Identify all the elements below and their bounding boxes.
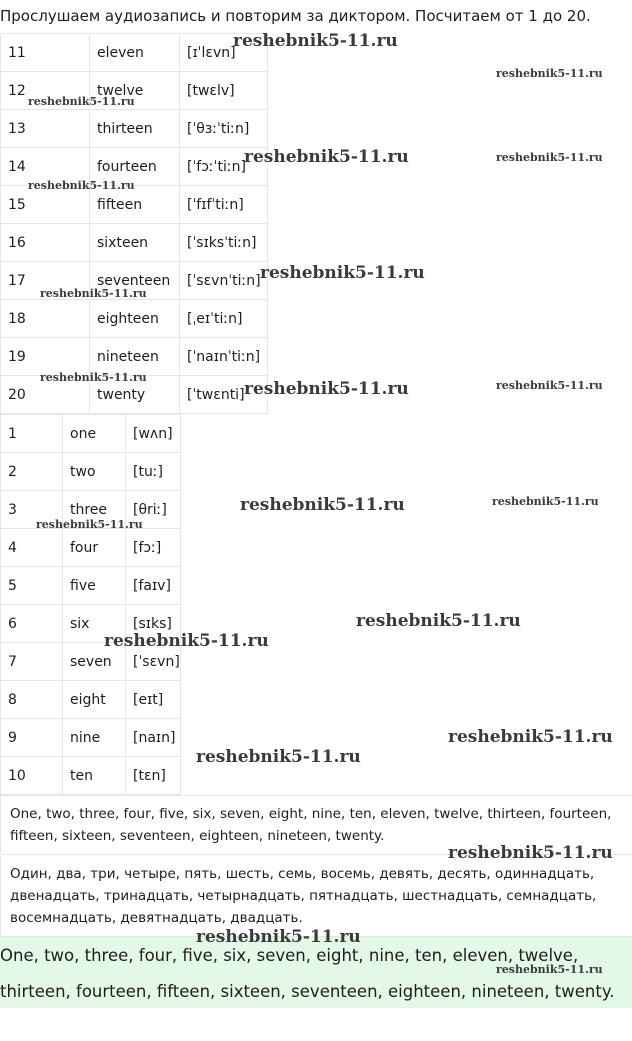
word-cell: ten bbox=[63, 757, 126, 795]
ones-table bbox=[0, 414, 181, 795]
transcription-cell: [θriː] bbox=[126, 491, 181, 529]
number-cell: 11 bbox=[1, 34, 90, 72]
table-row bbox=[1, 605, 181, 643]
number-cell: 12 bbox=[1, 72, 90, 110]
table-row bbox=[1, 415, 181, 453]
watermark: reshebnik5-11.ru bbox=[240, 495, 405, 515]
transcription-cell: [ˈnaɪnˈtiːn] bbox=[180, 338, 268, 376]
table-row bbox=[1, 643, 181, 681]
table-row bbox=[1, 567, 181, 605]
transcription-cell: [wʌn] bbox=[126, 415, 181, 453]
watermark: reshebnik5-11.ru bbox=[356, 611, 521, 631]
watermark: reshebnik5-11.ru bbox=[196, 747, 361, 767]
watermark: reshebnik5-11.ru bbox=[448, 727, 613, 747]
word-cell: eleven bbox=[90, 34, 180, 72]
table-row bbox=[1, 262, 268, 300]
watermark: reshebnik5-11.ru bbox=[40, 287, 147, 300]
word-cell: twenty bbox=[90, 376, 180, 414]
answer-text: One, two, three, four, five, six, seven, eight, nine, ten, eleven, twelve, thirteen, fourteen, fifteen, sixteen, seventeen, eighteen, nineteen, twenty. bbox=[0, 946, 615, 1001]
number-cell: 19 bbox=[1, 338, 90, 376]
watermark: reshebnik5-11.ru bbox=[28, 95, 135, 108]
transcription-cell: [ˈfɔːˈtiːn] bbox=[180, 148, 268, 186]
word-cell: three bbox=[63, 491, 126, 529]
watermark: reshebnik5-11.ru bbox=[496, 963, 603, 976]
watermark: reshebnik5-11.ru bbox=[40, 371, 147, 384]
table-row bbox=[1, 529, 181, 567]
table-row bbox=[1, 300, 268, 338]
watermark: reshebnik5-11.ru bbox=[28, 179, 135, 192]
teens-table bbox=[0, 33, 268, 414]
transcription-cell: [tuː] bbox=[126, 453, 181, 491]
word-cell: nineteen bbox=[90, 338, 180, 376]
transcription-cell: [faɪv] bbox=[126, 567, 181, 605]
word-cell: nine bbox=[63, 719, 126, 757]
watermark: reshebnik5-11.ru bbox=[496, 379, 603, 392]
transcription-cell: [ˌeɪˈtiːn] bbox=[180, 300, 268, 338]
watermark: reshebnik5-11.ru bbox=[244, 379, 409, 399]
table-row bbox=[1, 110, 268, 148]
transcription-cell: [ˈsɪksˈtiːn] bbox=[180, 224, 268, 262]
transcription-cell: [tɛn] bbox=[126, 757, 181, 795]
word-cell: four bbox=[63, 529, 126, 567]
transcription-cell: [fɔː] bbox=[126, 529, 181, 567]
word-cell: one bbox=[63, 415, 126, 453]
number-cell: 3 bbox=[1, 491, 63, 529]
number-cell: 6 bbox=[1, 605, 63, 643]
table-row bbox=[1, 453, 181, 491]
watermark: reshebnik5-11.ru bbox=[448, 843, 613, 863]
watermark: reshebnik5-11.ru bbox=[244, 147, 409, 167]
table-row bbox=[1, 186, 268, 224]
table-row bbox=[1, 72, 268, 110]
table-row bbox=[1, 34, 268, 72]
transcription-cell: [ˈfɪfˈtiːn] bbox=[180, 186, 268, 224]
watermark: reshebnik5-11.ru bbox=[104, 631, 269, 651]
number-cell: 16 bbox=[1, 224, 90, 262]
transcription-cell: [ˈθɜːˈtiːn] bbox=[180, 110, 268, 148]
number-cell: 4 bbox=[1, 529, 63, 567]
word-cell: thirteen bbox=[90, 110, 180, 148]
table-row bbox=[1, 719, 181, 757]
table-row bbox=[1, 148, 268, 186]
watermark: reshebnik5-11.ru bbox=[233, 31, 398, 51]
watermark: reshebnik5-11.ru bbox=[492, 495, 599, 508]
number-cell: 1 bbox=[1, 415, 63, 453]
number-cell: 8 bbox=[1, 681, 63, 719]
number-cell: 2 bbox=[1, 453, 63, 491]
transcription-cell: [ˈtwɛnti] bbox=[180, 376, 268, 414]
word-cell: twelve bbox=[90, 72, 180, 110]
word-cell: sixteen bbox=[90, 224, 180, 262]
watermark: reshebnik5-11.ru bbox=[196, 927, 361, 947]
word-cell: eight bbox=[63, 681, 126, 719]
english-sequence: One, two, three, four, five, six, seven, eight, nine, ten, eleven, twelve, thirteen, fourteen, fifteen, sixteen, seventeen, eighteen, nineteen, twenty. bbox=[0, 795, 632, 855]
number-cell: 9 bbox=[1, 719, 63, 757]
table-row bbox=[1, 491, 181, 529]
number-cell: 5 bbox=[1, 567, 63, 605]
transcription-cell: [naɪn] bbox=[126, 719, 181, 757]
watermark: reshebnik5-11.ru bbox=[496, 151, 603, 164]
word-cell: five bbox=[63, 567, 126, 605]
watermark: reshebnik5-11.ru bbox=[36, 518, 143, 531]
word-cell: seventeen bbox=[90, 262, 180, 300]
word-cell: eighteen bbox=[90, 300, 180, 338]
number-cell: 20 bbox=[1, 376, 90, 414]
table-row bbox=[1, 376, 268, 414]
number-cell: 10 bbox=[1, 757, 63, 795]
transcription-cell: [sɪks] bbox=[126, 605, 181, 643]
transcription-cell: [ˈsɛvn] bbox=[126, 643, 181, 681]
russian-sequence: Один, два, три, четыре, пять, шесть, семь, восемь, девять, десять, одиннадцать, двенадцать, тринадцать, четырнадцать, пятнадцать, шестнадцать, семнадцать, восемнадцать, девятнадцать, двадцать. bbox=[0, 856, 632, 937]
instruction-text: Прослушаем аудиозапись и повторим за диктором. Посчитаем от 1 до 20. bbox=[0, 7, 591, 25]
number-cell: 15 bbox=[1, 186, 90, 224]
table-row bbox=[1, 681, 181, 719]
number-cell: 7 bbox=[1, 643, 63, 681]
word-cell: seven bbox=[63, 643, 126, 681]
transcription-cell: [eɪt] bbox=[126, 681, 181, 719]
transcription-cell: [ˈsɛvnˈtiːn] bbox=[180, 262, 268, 300]
number-cell: 18 bbox=[1, 300, 90, 338]
number-cell: 17 bbox=[1, 262, 90, 300]
table-row bbox=[1, 338, 268, 376]
word-cell: six bbox=[63, 605, 126, 643]
answer-block bbox=[0, 937, 632, 1008]
word-cell: two bbox=[63, 453, 126, 491]
word-cell: fifteen bbox=[90, 186, 180, 224]
table-row bbox=[1, 757, 181, 795]
word-cell: fourteen bbox=[90, 148, 180, 186]
transcription-cell: [ɪˈlɛvn] bbox=[180, 34, 268, 72]
number-cell: 13 bbox=[1, 110, 90, 148]
number-cell: 14 bbox=[1, 148, 90, 186]
watermark: reshebnik5-11.ru bbox=[496, 67, 603, 80]
transcription-cell: [twɛlv] bbox=[180, 72, 268, 110]
watermark: reshebnik5-11.ru bbox=[260, 263, 425, 283]
table-row bbox=[1, 224, 268, 262]
